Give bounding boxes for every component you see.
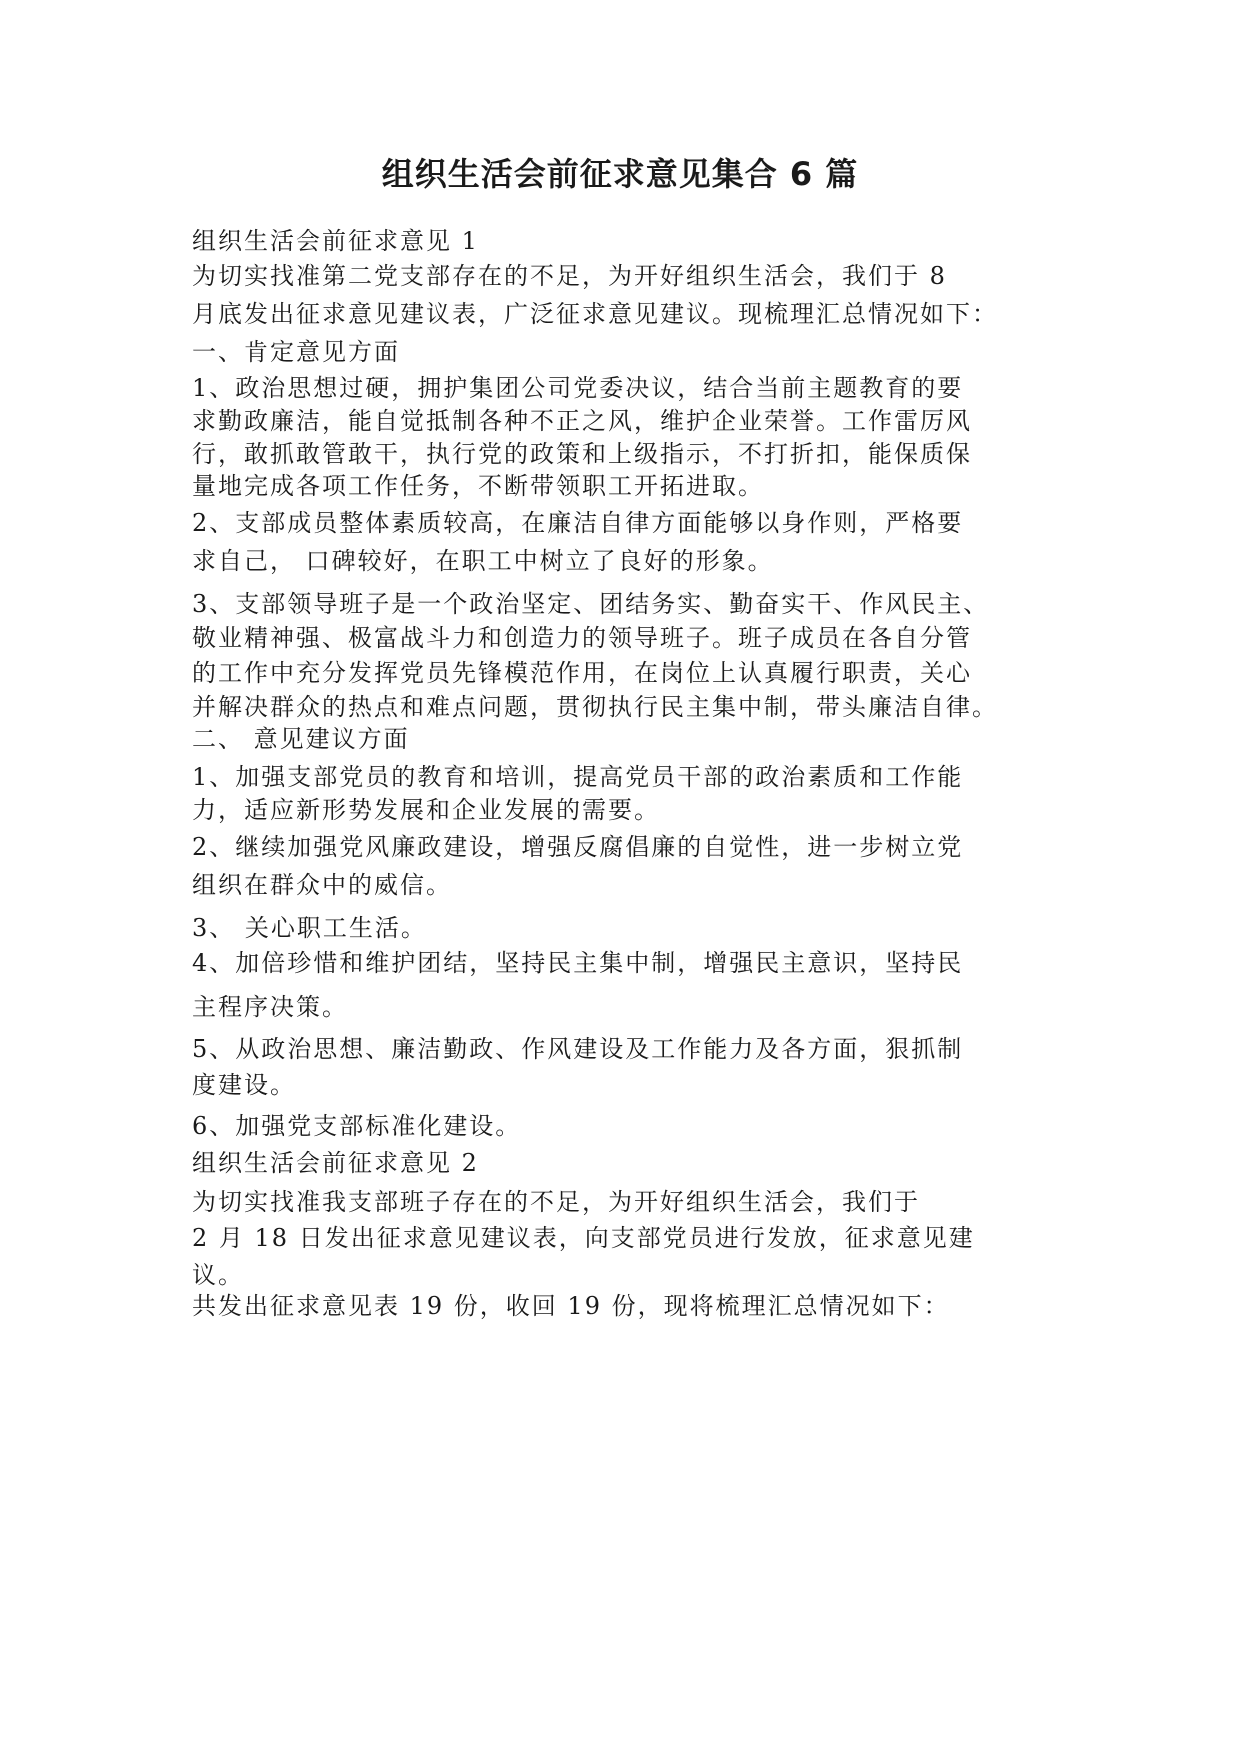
suggestion-4-line-2: 主程序决策。 xyxy=(192,993,348,1021)
suggestion-2-line-1: 2、继续加强党风廉政建设，增强反腐倡廉的自觉性，进一步树立党 xyxy=(192,833,964,861)
part-1-heading: 一、肯定意见方面 xyxy=(192,338,400,366)
section-2-heading: 组织生活会前征求意见 2 xyxy=(192,1149,479,1177)
part-2-heading: 二、 意见建议方面 xyxy=(192,725,410,753)
item-1-line-1: 1、政治思想过硬，拥护集团公司党委决议，结合当前主题教育的要 xyxy=(192,374,964,402)
section-1-intro-line-1: 为切实找准第二党支部存在的不足，为开好组织生活会，我们于 8 xyxy=(192,262,947,290)
section-1-intro-line-2: 月底发出征求意见建议表，广泛征求意见建议。现梳理汇总情况如下： xyxy=(192,300,998,328)
section-2-intro-line-3: 议。 xyxy=(192,1261,244,1289)
item-1-line-4: 量地完成各项工作任务，不断带领职工开拓进取。 xyxy=(192,472,764,500)
item-3-line-1: 3、支部领导班子是一个政治坚定、团结务实、勤奋实干、作风民主、 xyxy=(192,590,990,618)
document-title: 组织生活会前征求意见集合 6 篇 xyxy=(381,155,859,193)
suggestion-1-line-1: 1、加强支部党员的教育和培训，提高党员干部的政治素质和工作能 xyxy=(192,763,964,791)
suggestion-5-line-2: 度建设。 xyxy=(192,1071,296,1099)
section-1-heading: 组织生活会前征求意见 1 xyxy=(192,227,479,255)
suggestion-4-line-1: 4、加倍珍惜和维护团结，坚持民主集中制，增强民主意识，坚持民 xyxy=(192,949,964,977)
item-1-line-3: 行，敢抓敢管敢干，执行党的政策和上级指示，不打折扣，能保质保 xyxy=(192,440,972,468)
suggestion-5-line-1: 5、从政治思想、廉洁勤政、作风建设及工作能力及各方面，狠抓制 xyxy=(192,1035,964,1063)
section-2-intro-line-2: 2 月 18 日发出征求意见建议表，向支部党员进行发放，征求意见建 xyxy=(192,1224,975,1252)
item-1-line-2: 求勤政廉洁，能自觉抵制各种不正之风，维护企业荣誉。工作雷厉风 xyxy=(192,407,972,435)
item-3-line-2: 敬业精神强、极富战斗力和创造力的领导班子。班子成员在各自分管 xyxy=(192,624,972,652)
item-2-line-1: 2、支部成员整体素质较高，在廉洁自律方面能够以身作则，严格要 xyxy=(192,509,964,537)
item-3-line-4: 并解决群众的热点和难点问题，贯彻执行民主集中制，带头廉洁自律。 xyxy=(192,693,998,721)
suggestion-2-line-2: 组织在群众中的威信。 xyxy=(192,871,452,899)
section-2-intro-line-4: 共发出征求意见表 19 份，收回 19 份，现将梳理汇总情况如下： xyxy=(192,1292,950,1320)
item-3-line-3: 的工作中充分发挥党员先锋模范作用，在岗位上认真履行职责，关心 xyxy=(192,659,972,687)
suggestion-6: 6、加强党支部标准化建设。 xyxy=(192,1112,522,1140)
suggestion-3: 3、 关心职工生活。 xyxy=(192,914,427,942)
suggestion-1-line-2: 力，适应新形势发展和企业发展的需要。 xyxy=(192,796,660,824)
section-2-intro-line-1: 为切实找准我支部班子存在的不足，为开好组织生活会，我们于 xyxy=(192,1188,920,1216)
item-2-line-2: 求自己， 口碑较好，在职工中树立了良好的形象。 xyxy=(192,547,774,575)
